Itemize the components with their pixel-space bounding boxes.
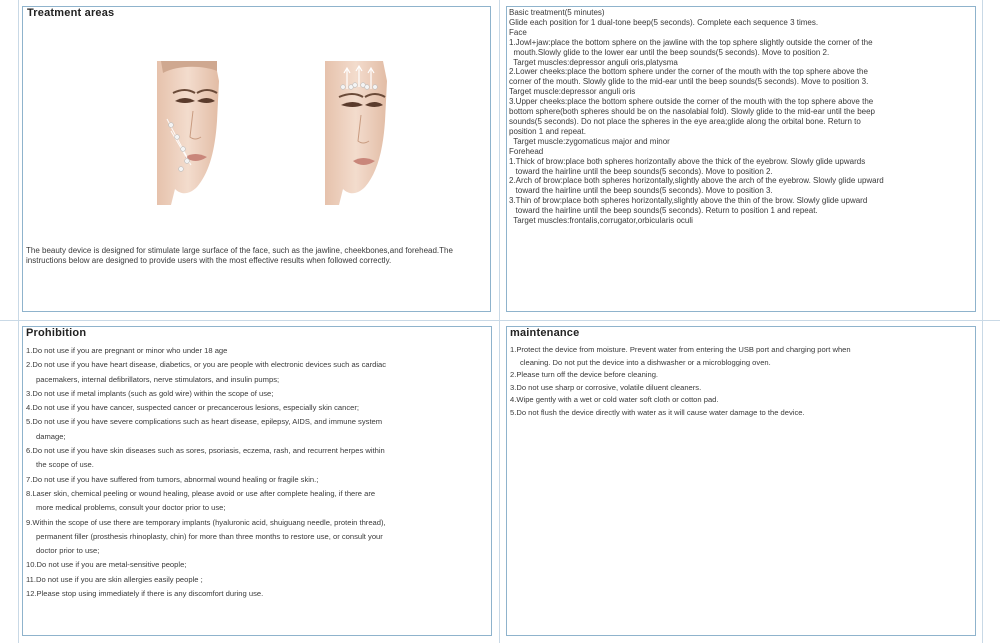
prohibition-item bbox=[26, 501, 386, 515]
basic-treatment-line: 2.Arch of brow:place both spheres horizontally,slightly above the arch of the eyebrow. Slowly glide upward bbox=[509, 176, 884, 186]
basic-treatment-line: toward the hairline until the beep sounds(5 seconds). Return to position 1 and repeat. bbox=[509, 206, 818, 216]
maintenance-item bbox=[510, 344, 851, 357]
prohibition-item bbox=[26, 373, 386, 387]
prohibition-item-text: 10.Do not use if you are metal-sensitive people; bbox=[26, 560, 187, 570]
maintenance-list bbox=[510, 344, 851, 419]
basic-treatment-line: mouth.Slowly glide to the lower ear until the beep sounds(5 seconds). Move to position 2. bbox=[509, 47, 830, 57]
basic-treatment-line: toward the hairline until the beep sounds(5 seconds). Move to position 2. bbox=[509, 166, 773, 176]
prohibition-item-text: damage; bbox=[36, 431, 66, 441]
face-illustration-cheek-positions bbox=[157, 61, 219, 205]
prohibition-item-text: doctor prior to use; bbox=[36, 546, 100, 556]
prohibition-item-text: pacemakers, internal defibrillators, nerve stimulators, and insulin pumps; bbox=[36, 374, 280, 384]
grid-line-right bbox=[982, 0, 983, 643]
basic-treatment-line: Target muscles:frontalis,corrugator,orbicularis oculi bbox=[509, 216, 693, 226]
grid-line-left bbox=[18, 0, 19, 643]
prohibition-item bbox=[26, 587, 386, 601]
maintenance-item-text: 3.Do not use sharp or corrosive, volatile diluent cleaners. bbox=[510, 382, 702, 392]
basic-treatment-line: corner of the mouth. Slowly glide to the mid-ear until the beep sounds(5 seconds). Move to position 3. bbox=[509, 77, 869, 87]
prohibition-item bbox=[26, 458, 386, 472]
prohibition-item-text: 11.Do not use if you are skin allergies easily people ; bbox=[26, 574, 203, 584]
prohibition-item bbox=[26, 430, 386, 444]
prohibition-item-text: 8.Laser skin, chemical peeling or wound healing, please avoid or use after complete healing, if there are bbox=[26, 488, 376, 498]
basic-treatment-line: Target muscle:zygomaticus major and minor bbox=[509, 136, 670, 146]
basic-treatment-panel bbox=[506, 6, 976, 312]
treatment-areas-title: Treatment areas bbox=[27, 7, 115, 19]
prohibition-item bbox=[26, 544, 386, 558]
maintenance-item bbox=[510, 369, 851, 382]
prohibition-item-text: more medical problems, consult your doctor prior to use; bbox=[36, 503, 226, 513]
basic-treatment-line: position 1 and repeat. bbox=[509, 126, 586, 136]
treatment-areas-panel bbox=[22, 6, 491, 312]
maintenance-title: maintenance bbox=[510, 327, 580, 339]
basic-treatment-line: Face bbox=[509, 27, 527, 37]
maintenance-item-text: cleaning. Do not put the device into a dishwasher or a microblogging oven. bbox=[520, 357, 771, 367]
prohibition-item bbox=[26, 401, 386, 415]
basic-treatment-line: Target muscle:depressor anguli oris bbox=[509, 87, 636, 97]
basic-treatment-line: 2.Lower cheeks:place the bottom sphere under the corner of the mouth with the top sphere above the bbox=[509, 67, 868, 77]
prohibition-title: Prohibition bbox=[26, 327, 87, 339]
basic-treatment-line: Forehead bbox=[509, 146, 544, 156]
prohibition-item-text: 9.Within the scope of use there are temporary implants (hyaluronic acid, shuiguang needle, protein thread), bbox=[26, 517, 386, 527]
treatment-intro-text: The beauty device is designed for stimulate large surface of the face, such as the jawline, cheekbones,and forehead.The instructions below are designed to provide users with the most effective results when followed correctly. bbox=[26, 246, 453, 265]
prohibition-panel bbox=[22, 326, 492, 636]
basic-treatment-line: Glide each position for 1 dual-tone beep(5 seconds). Complete each sequence 3 times. bbox=[509, 17, 819, 27]
basic-treatment-line: toward the hairline until the beep sounds(5 seconds). Move to position 3. bbox=[509, 186, 773, 196]
prohibition-item-text: 5.Do not use if you have severe complications such as heart disease, epilepsy, AIDS, and immune system bbox=[26, 417, 383, 427]
prohibition-item-text: 7.Do not use if you have suffered from tumors, abnormal wound healing or fragile skin.; bbox=[26, 474, 319, 484]
prohibition-item bbox=[26, 444, 386, 458]
maintenance-item-text: 5.Do not flush the device directly with water as it will cause water damage to the device. bbox=[510, 407, 805, 417]
prohibition-item bbox=[26, 415, 386, 429]
maintenance-panel bbox=[506, 326, 976, 636]
basic-treatment-line: 3.Upper cheeks:place the bottom sphere outside the corner of the mouth with the top sphere above the bbox=[509, 97, 874, 107]
basic-treatment-line: sounds(5 seconds). Do not place the spheres in the eye area;glide along the orbital bone. Return to bbox=[509, 116, 861, 126]
prohibition-item-text: 1.Do not use if you are pregnant or minor who under 18 age bbox=[26, 346, 228, 355]
prohibition-item bbox=[26, 473, 386, 487]
prohibition-item bbox=[26, 387, 386, 401]
grid-line-middle bbox=[0, 320, 1000, 321]
prohibition-item bbox=[26, 344, 386, 358]
maintenance-item-text: 4.Wipe gently with a wet or cold water soft cloth or cotton pad. bbox=[510, 395, 719, 404]
basic-treatment-line: Target muscles:depressor anguli oris,platysma bbox=[509, 57, 678, 67]
prohibition-item bbox=[26, 558, 386, 572]
maintenance-item bbox=[510, 407, 851, 420]
prohibition-item bbox=[26, 530, 386, 544]
basic-treatment-line: 3.Thin of brow:place both spheres horizontally,slightly above the thin of the brow. Slowly glide upward bbox=[509, 196, 868, 206]
prohibition-list bbox=[26, 344, 386, 601]
grid-line-center bbox=[499, 0, 500, 643]
prohibition-item-text: permanent filler (prosthesis rhinoplasty, chin) for more than three months to restore use, or consult your bbox=[36, 531, 383, 541]
prohibition-item-text: 3.Do not use if metal implants (such as gold wire) within the scope of use; bbox=[26, 388, 274, 398]
maintenance-item-text: 1.Protect the device from moisture. Prevent water from entering the USB port and charging port when bbox=[510, 345, 851, 354]
prohibition-item-text: the scope of use. bbox=[36, 460, 94, 470]
maintenance-item bbox=[510, 394, 851, 407]
prohibition-item-text: 6.Do not use if you have skin diseases such as sores, psoriasis, eczema, rash, and recurrent herpes within bbox=[26, 446, 385, 456]
prohibition-item bbox=[26, 358, 386, 372]
prohibition-item bbox=[26, 573, 386, 587]
prohibition-item bbox=[26, 487, 386, 501]
maintenance-item bbox=[510, 357, 851, 370]
basic-treatment-text bbox=[509, 8, 975, 226]
maintenance-item-text: 2.Please turn off the device before cleaning. bbox=[510, 370, 659, 379]
basic-treatment-line: bottom sphere(both spheres should be on the nasolabial fold). Slowly glide to the mid-ear until the beep bbox=[509, 107, 876, 117]
basic-treatment-line: 1.Thick of brow:place both spheres horizontally above the thick of the eyebrow. Slowly glide upwards bbox=[509, 156, 866, 166]
basic-treatment-line: 1.Jowl+jaw:place the bottom sphere on the jawline with the top sphere slightly outside the corner of the bbox=[509, 37, 873, 47]
prohibition-item-text: 12.Please stop using immediately if there is any discomfort during use. bbox=[26, 589, 264, 599]
basic-treatment-line: Basic treatment(5 minutes) bbox=[509, 8, 605, 17]
face-illustration-forehead-positions bbox=[325, 61, 387, 205]
prohibition-item-text: 2.Do not use if you have heart disease, diabetics, or you are people with electronic devices such as cardiac bbox=[26, 360, 387, 370]
prohibition-item bbox=[26, 516, 386, 530]
prohibition-item-text: 4.Do not use if you have cancer, suspected cancer or precancerous lesions, especially skin cancer; bbox=[26, 403, 360, 413]
maintenance-item bbox=[510, 382, 851, 395]
